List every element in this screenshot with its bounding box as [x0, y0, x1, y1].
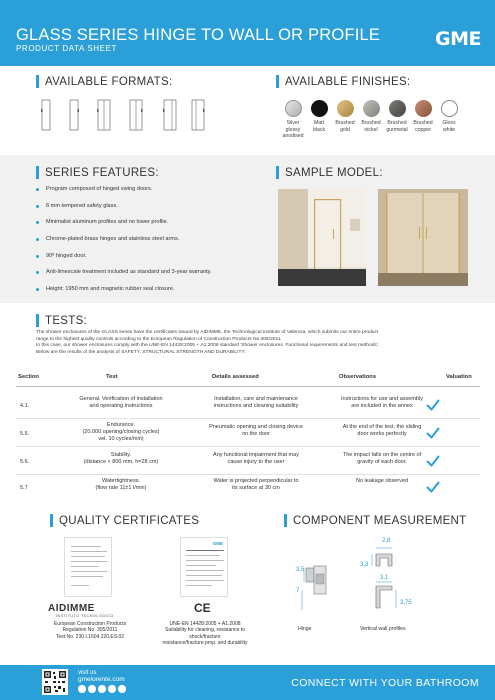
row-test-line: vel. 10 cycles/min)	[98, 436, 144, 442]
finish-label: black	[312, 126, 326, 133]
feature-item	[36, 203, 256, 220]
section-bar	[36, 75, 39, 88]
dim-2-8: 2,8	[382, 538, 391, 544]
row-details-line: on the door	[242, 431, 270, 437]
finish-swatch	[358, 100, 384, 140]
col-test: Test	[106, 374, 118, 380]
table-row	[16, 476, 480, 500]
hinge-label: Hinge	[298, 626, 312, 632]
row-divider	[16, 418, 480, 419]
feature-text: 90º hinged door.	[46, 252, 87, 259]
row-test	[56, 396, 186, 410]
section-bar	[276, 166, 279, 179]
row-details-line: Pneumatic opening and closing device	[209, 424, 303, 430]
qr-code-icon	[42, 669, 68, 695]
formats-icons	[40, 97, 220, 137]
finish-nickel-swatch	[363, 100, 380, 117]
row-test-line: Watertightness.	[101, 478, 140, 484]
formats-title: AVAILABLE FORMATS:	[45, 75, 173, 88]
row-details-line: Water is projected perpendicular to	[213, 478, 299, 484]
social-links	[78, 685, 128, 693]
bullet-icon	[36, 271, 39, 274]
row-observations	[321, 424, 443, 438]
tests-intro-line: In this case, our shower enclosures comply with the UNE-EN 14428:2005 + A1:2008 standard 'Shower enclosures. Functional requirements and test methods'.	[36, 343, 380, 349]
footer	[0, 665, 495, 700]
row-test-line: Stability.	[110, 452, 132, 458]
tests-intro-line: The shower enclosures of the GLASS series have the certificates issued by AIDIMME, the Technological Institute of Valencia, which submits our entire product	[36, 330, 379, 335]
sample-title: SAMPLE MODEL:	[285, 166, 383, 179]
row-test-line: (distance < 800 mm, h=28 cm)	[83, 459, 159, 465]
header-banner	[0, 0, 495, 66]
feature-item	[36, 219, 256, 236]
measure-title: COMPONENT MEASUREMENT	[293, 514, 467, 527]
row-obs-line: are included in the annex	[351, 403, 413, 409]
finishes-heading	[276, 75, 410, 88]
dim-3-3: 3,3	[360, 562, 369, 568]
row-test-line: General. Verification of installation	[79, 396, 163, 402]
col-observations: Observations	[339, 374, 377, 380]
table-row	[16, 422, 480, 446]
visit-label: visit us	[78, 670, 97, 676]
feature-text: Chrome-plated brass hinges and stainless steel arms.	[46, 236, 180, 243]
row-obs-line: door works perfectly	[357, 431, 407, 437]
brand-logo: GME	[435, 28, 481, 50]
linkedin-icon[interactable]	[78, 685, 86, 693]
caption-line: European Construction Products	[53, 621, 127, 627]
finish-swatch	[306, 100, 332, 140]
format-3-icon	[96, 97, 112, 133]
table-row	[16, 394, 480, 418]
header-divider	[16, 386, 480, 387]
row-details-line: its surface at 30 cm	[232, 485, 280, 491]
cert-caption-2	[150, 621, 260, 646]
feature-text: Height: 1950 mm and magnetic rubber seal closure.	[46, 286, 175, 293]
website-link[interactable]: gmelorente.com	[78, 676, 125, 683]
finish-gold-swatch	[337, 100, 354, 117]
feature-text: Minimalist aluminum profiles and no lower profile.	[46, 219, 169, 226]
section-bar	[276, 75, 279, 88]
feature-item	[36, 286, 256, 303]
row-test-line: (20.000 opening/closing cycles)	[82, 429, 160, 435]
finish-label: Matt	[313, 120, 325, 126]
certificate-document-1	[64, 537, 112, 597]
bullet-icon	[36, 188, 39, 191]
caption-line: Test No. 230.I.1604.220.ES.02	[55, 633, 125, 640]
page-title: GLASS SERIES HINGE TO WALL OR PROFILE	[16, 26, 381, 44]
dim-7: 7	[296, 588, 300, 594]
finish-swatch	[280, 100, 306, 140]
finishes-list	[280, 100, 462, 140]
bullet-icon	[36, 255, 39, 258]
bullet-icon	[36, 288, 39, 291]
col-details: Details assessed	[212, 374, 259, 380]
finish-label: Silver glossy	[285, 120, 301, 133]
section-bar	[50, 514, 53, 527]
finish-label: white	[442, 126, 456, 133]
row-observations	[321, 452, 443, 466]
finish-label: Brushed	[387, 120, 407, 126]
col-section: Section	[18, 374, 39, 380]
finish-label: copper	[415, 126, 431, 133]
footer-slogan: CONNECT WITH YOUR BATHROOM	[291, 677, 479, 689]
youtube-icon[interactable]	[118, 685, 126, 693]
finish-label: Brushed	[361, 120, 381, 126]
check-icon	[426, 426, 440, 440]
features-heading	[36, 166, 159, 179]
tests-intro-line: range to the highest quality controls according to the European Regulation of Construction Products No.305/2011.	[36, 336, 282, 342]
check-icon	[426, 480, 440, 494]
finish-swatch	[436, 100, 462, 140]
dim-3-1: 3,1	[380, 575, 389, 581]
format-4-icon	[128, 97, 144, 133]
formats-heading	[36, 75, 172, 88]
pinterest-icon[interactable]	[98, 685, 106, 693]
finish-black-swatch	[311, 100, 328, 117]
finish-swatch	[332, 100, 358, 140]
row-details-line: cause injury to the user	[227, 459, 285, 465]
page-subtitle: PRODUCT DATA SHEET	[16, 44, 118, 53]
row-test-line: (flow rate 11±1 l/min)	[95, 485, 147, 491]
tests-title: TESTS:	[45, 314, 88, 327]
row-test-line: and operating instructions	[89, 403, 153, 409]
features-title: SERIES FEATURES:	[45, 166, 159, 179]
row-obs-line: No leakage observed	[356, 478, 408, 484]
feature-item	[36, 253, 256, 270]
row-section: 5.7	[20, 485, 28, 491]
finish-swatch	[410, 100, 436, 140]
row-observations	[321, 396, 443, 410]
caption-line: resistance/fracture prop. and durability	[162, 639, 248, 646]
bullet-icon	[36, 238, 39, 241]
section-bar	[36, 166, 39, 179]
finish-label: nickel	[364, 126, 378, 133]
row-obs-line: gravity of each door.	[357, 459, 407, 465]
cert-caption-1	[40, 621, 140, 640]
bullet-icon	[36, 221, 39, 224]
tests-intro-line: Below are the results of the analysis of SAFETY, STRUCTURAL STRENGTH AND DURABILITY:	[36, 349, 246, 355]
aidimme-subtitle: INSTITUTO TECNOLÓGICO	[56, 614, 114, 618]
section-bar	[36, 314, 39, 327]
tests-intro	[36, 330, 466, 356]
row-section: 4.1.	[20, 403, 30, 409]
check-icon	[426, 398, 440, 412]
sample-photo-1	[278, 189, 366, 286]
format-5-icon	[162, 97, 178, 133]
certs-title: QUALITY CERTIFICATES	[59, 514, 200, 527]
dim-3-5: 3,5	[296, 567, 305, 573]
section-bar	[284, 514, 287, 527]
finish-label: Brushed	[413, 120, 433, 126]
finish-copper-swatch	[415, 100, 432, 117]
feature-text: Anti-limescale treatment included as standard and 3-year warranty.	[46, 269, 212, 276]
row-test	[56, 478, 186, 492]
row-details-line: Any functional impairment that may	[213, 452, 299, 458]
bullet-icon	[36, 205, 39, 208]
finish-label: Brushed	[335, 120, 355, 126]
row-divider	[16, 446, 480, 447]
row-details	[191, 396, 321, 410]
row-details	[191, 478, 321, 492]
row-section: 5.6.	[20, 459, 30, 465]
row-details-line: Installation, care and maintenance	[214, 396, 298, 402]
table-header	[16, 372, 480, 386]
format-6-icon	[190, 97, 206, 133]
col-valuation: Valuation	[446, 374, 472, 380]
row-section: 5.5.	[20, 431, 30, 437]
tests-heading	[36, 314, 87, 327]
dim-3-75: 3,75	[400, 600, 412, 606]
certificate-document-2	[180, 537, 228, 597]
sample-heading	[276, 166, 383, 179]
finish-silver-swatch	[285, 100, 302, 117]
wall-profile-label: Vertical wall profiles	[360, 626, 406, 632]
row-details-line: instructions and cleaning suitability	[213, 403, 299, 409]
finish-label: gold	[340, 126, 350, 133]
check-icon	[426, 454, 440, 468]
doc-logo: GME	[212, 541, 223, 546]
finishes-title: AVAILABLE FINISHES:	[285, 75, 411, 88]
measure-heading	[284, 514, 467, 527]
row-test	[56, 422, 186, 443]
row-test-line: Endurance.	[106, 422, 136, 428]
facebook-icon[interactable]	[88, 685, 96, 693]
caption-line: Regulation No. 305/2011	[62, 627, 118, 634]
caption-line: Suitability for cleaning, resistance to	[165, 627, 245, 634]
finish-swatch	[384, 100, 410, 140]
instagram-icon[interactable]	[108, 685, 116, 693]
format-1-icon	[40, 97, 52, 133]
sample-photo-2	[378, 189, 468, 286]
row-divider	[16, 474, 480, 475]
table-row	[16, 450, 480, 474]
row-obs-line: Instructions for use and assembly	[341, 396, 423, 402]
caption-line: UNE-EN 14428:2005 + A1:2008	[169, 621, 241, 627]
format-2-icon	[68, 97, 80, 133]
ce-mark-icon: CE	[194, 601, 211, 615]
caption-line: shock/fracture	[189, 633, 221, 640]
row-obs-line: At the end of the test, the sliding	[342, 424, 422, 430]
feature-item	[36, 236, 256, 253]
feature-item	[36, 269, 256, 286]
aidimme-logo: AIDIMME	[48, 603, 95, 614]
row-test	[56, 452, 186, 466]
finish-gunmetal-swatch	[389, 100, 406, 117]
row-obs-line: The impact falls on the centre of	[342, 452, 422, 458]
features-list	[36, 186, 256, 303]
certs-heading	[50, 514, 199, 527]
row-details	[191, 424, 321, 438]
finish-label: anodised	[282, 133, 304, 139]
row-details	[191, 452, 321, 466]
finish-label: Gloss	[442, 120, 456, 126]
feature-text: 6 mm tempered safety glass.	[46, 202, 118, 209]
finish-label: gunmetal	[386, 126, 408, 133]
row-observations	[321, 478, 443, 485]
feature-item	[36, 186, 256, 203]
finish-white-swatch	[441, 100, 458, 117]
feature-text: Program composed of hinged swing doors.	[46, 186, 153, 192]
